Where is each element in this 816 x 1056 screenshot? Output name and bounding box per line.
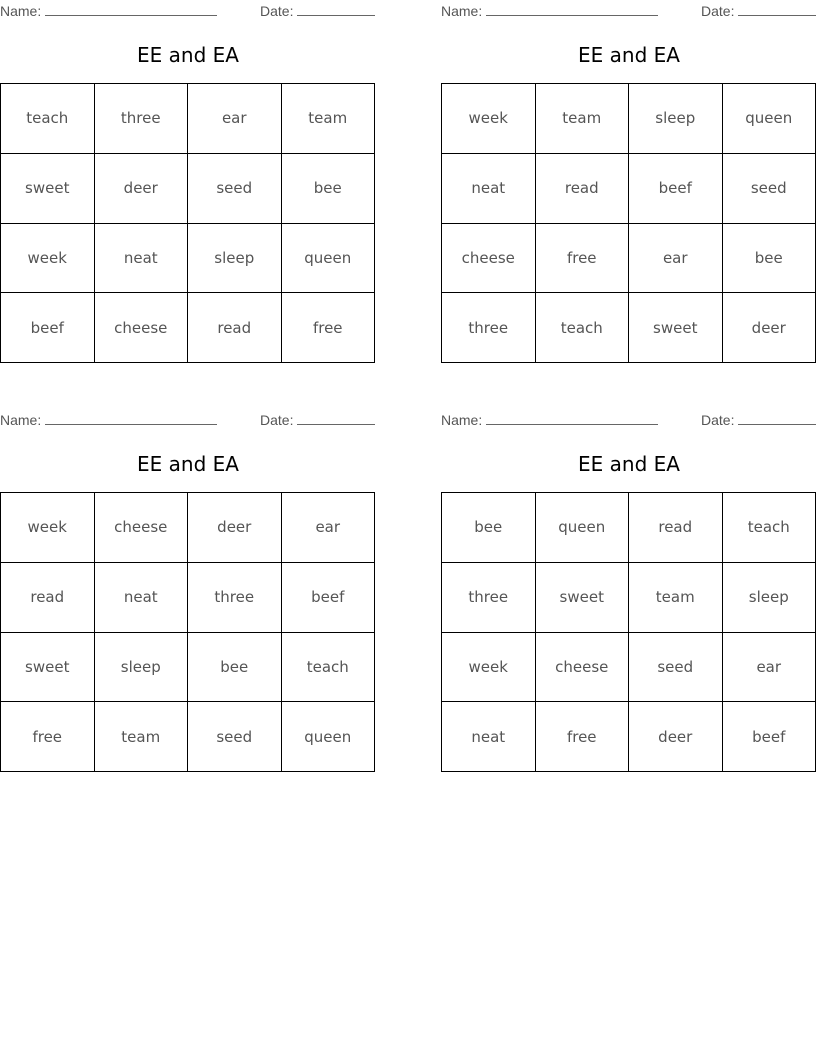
bingo-cell: read [188, 293, 282, 363]
bingo-cell: beef [723, 702, 816, 772]
bingo-cell: week [442, 633, 536, 703]
bingo-cell: ear [282, 493, 376, 563]
bingo-cell: sleep [723, 563, 816, 633]
date-blank-line[interactable] [738, 2, 816, 16]
bingo-cell: week [1, 493, 95, 563]
bingo-card [0, 409, 376, 789]
bingo-cell: queen [282, 702, 376, 772]
card-title: EE and EA [578, 452, 680, 476]
bingo-grid [0, 492, 375, 772]
name-blank-line[interactable] [45, 411, 217, 425]
bingo-cell: free [536, 224, 630, 294]
bingo-cell: deer [723, 293, 816, 363]
bingo-cell: sweet [1, 633, 95, 703]
bingo-cell: week [442, 84, 536, 154]
card-title: EE and EA [137, 452, 239, 476]
bingo-cell: beef [629, 154, 723, 224]
name-date-row [441, 2, 816, 20]
name-date-row [0, 2, 376, 20]
bingo-cell: neat [442, 702, 536, 772]
name-field [441, 411, 658, 428]
date-label: Date: [260, 412, 294, 428]
bingo-cell: sleep [188, 224, 282, 294]
card-title: EE and EA [137, 43, 239, 67]
date-field [701, 411, 816, 428]
bingo-cell: beef [282, 563, 376, 633]
bingo-cell: queen [723, 84, 816, 154]
bingo-cell: seed [188, 154, 282, 224]
bingo-grid [441, 83, 816, 363]
bingo-cell: free [282, 293, 376, 363]
bingo-grid [441, 492, 816, 772]
name-blank-line[interactable] [45, 2, 217, 16]
date-blank-line[interactable] [297, 411, 375, 425]
name-date-row [0, 411, 376, 429]
bingo-cell: cheese [442, 224, 536, 294]
bingo-cell: neat [95, 224, 189, 294]
name-label: Name: [0, 412, 42, 428]
bingo-cell: team [629, 563, 723, 633]
bingo-cell: bee [282, 154, 376, 224]
bingo-card [0, 0, 376, 380]
bingo-cell: deer [629, 702, 723, 772]
bingo-cell: ear [723, 633, 816, 703]
bingo-cell: week [1, 224, 95, 294]
bingo-cell: neat [95, 563, 189, 633]
bingo-cell: team [536, 84, 630, 154]
bingo-card [441, 409, 816, 789]
bingo-cell: bee [442, 493, 536, 563]
bingo-cell: bee [188, 633, 282, 703]
bingo-grid [0, 83, 375, 363]
date-field [260, 411, 375, 428]
bingo-cell: sweet [1, 154, 95, 224]
bingo-cell: free [1, 702, 95, 772]
date-field [701, 2, 816, 19]
card-title: EE and EA [578, 43, 680, 67]
bingo-cell: sweet [629, 293, 723, 363]
name-field [0, 411, 217, 428]
bingo-cell: read [1, 563, 95, 633]
bingo-cell: ear [188, 84, 282, 154]
bingo-cell: bee [723, 224, 816, 294]
date-label: Date: [701, 3, 735, 19]
bingo-cell: sleep [629, 84, 723, 154]
bingo-cell: queen [536, 493, 630, 563]
bingo-cell: seed [629, 633, 723, 703]
name-date-row [441, 411, 816, 429]
name-field [441, 2, 658, 19]
date-label: Date: [260, 3, 294, 19]
date-field [260, 2, 375, 19]
bingo-card [441, 0, 816, 380]
bingo-cell: sleep [95, 633, 189, 703]
name-label: Name: [441, 412, 483, 428]
bingo-cell: teach [282, 633, 376, 703]
bingo-cell: cheese [95, 293, 189, 363]
bingo-cell: seed [723, 154, 816, 224]
name-blank-line[interactable] [486, 411, 658, 425]
bingo-cell: teach [536, 293, 630, 363]
bingo-cell: team [282, 84, 376, 154]
bingo-cell: free [536, 702, 630, 772]
bingo-cell: deer [188, 493, 282, 563]
bingo-cell: three [442, 293, 536, 363]
bingo-cell: teach [723, 493, 816, 563]
bingo-cell: read [536, 154, 630, 224]
bingo-cell: team [95, 702, 189, 772]
date-label: Date: [701, 412, 735, 428]
bingo-cell: neat [442, 154, 536, 224]
bingo-cell: seed [188, 702, 282, 772]
bingo-cell: three [95, 84, 189, 154]
bingo-cell: cheese [95, 493, 189, 563]
name-label: Name: [0, 3, 42, 19]
name-field [0, 2, 217, 19]
bingo-cell: teach [1, 84, 95, 154]
bingo-cell: read [629, 493, 723, 563]
name-blank-line[interactable] [486, 2, 658, 16]
name-label: Name: [441, 3, 483, 19]
bingo-cell: sweet [536, 563, 630, 633]
bingo-cell: beef [1, 293, 95, 363]
bingo-cell: ear [629, 224, 723, 294]
bingo-cell: three [442, 563, 536, 633]
bingo-cell: deer [95, 154, 189, 224]
bingo-cell: three [188, 563, 282, 633]
date-blank-line[interactable] [297, 2, 375, 16]
date-blank-line[interactable] [738, 411, 816, 425]
bingo-cell: cheese [536, 633, 630, 703]
bingo-cell: queen [282, 224, 376, 294]
